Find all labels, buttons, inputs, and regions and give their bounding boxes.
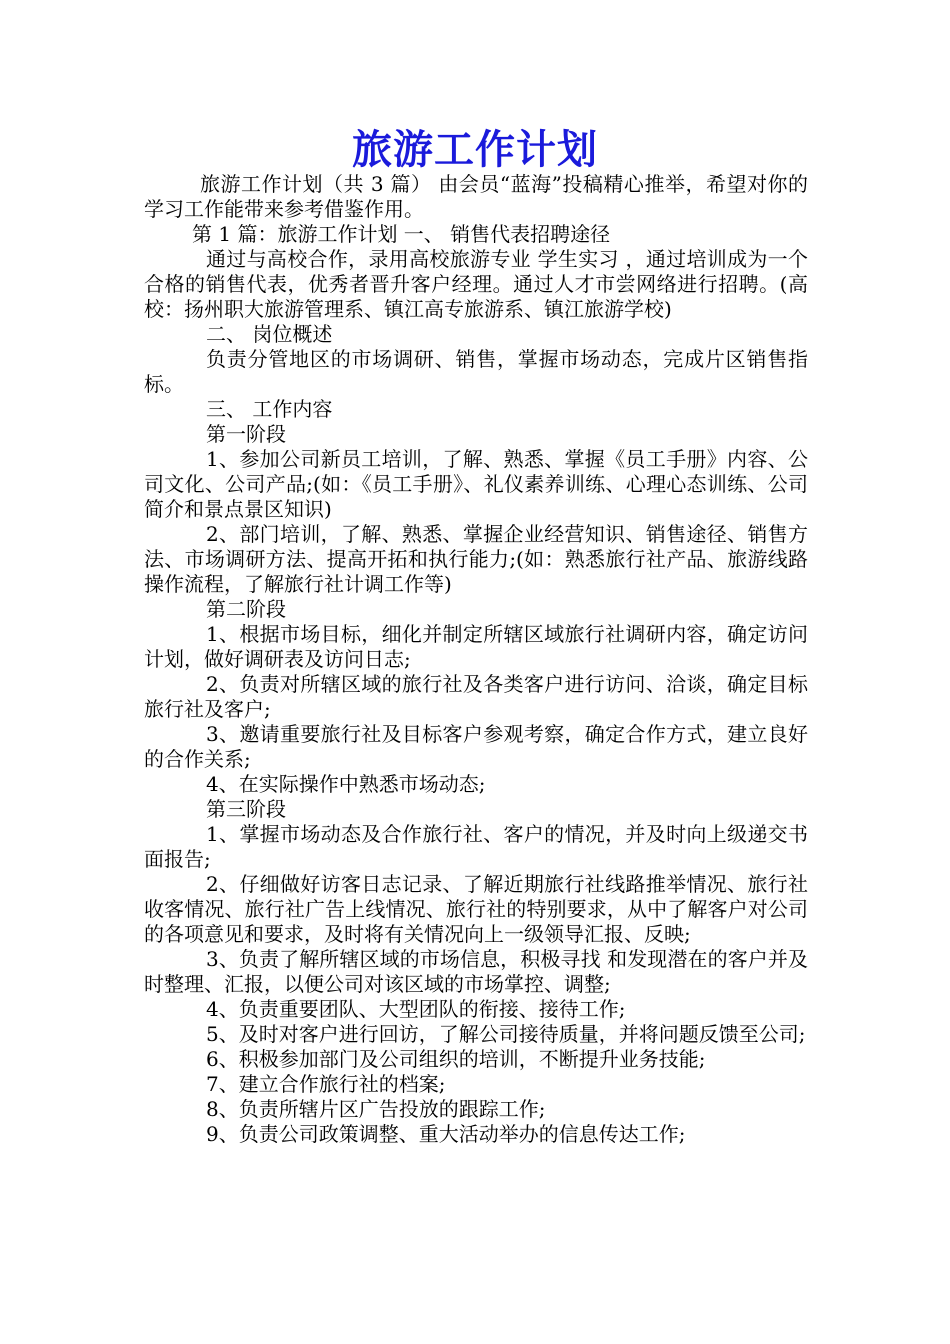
document-title: 旅游工作计划 — [352, 126, 598, 173]
list-item: 1、参加公司新员工培训，了解、熟悉、掌握《员工手册》内容、公司文化、公司产品;(如：《员工手册》、礼仪素养训练、心理心态训练、公司简介和景点景区知识) — [144, 447, 808, 521]
paragraph: 负责分管地区的市场调研、销售，掌握市场动态，完成片区销售指标。 — [144, 347, 808, 396]
list-item: 1、根据市场目标，细化并制定所辖区域旅行社调研内容，确定访问计划，做好调研表及访问日志; — [144, 622, 808, 671]
list-item: 7、建立合作旅行社的档案; — [206, 1072, 446, 1096]
stage-heading: 第三阶段 — [206, 797, 286, 821]
list-item: 8、负责所辖片区广告投放的跟踪工作; — [206, 1097, 546, 1121]
list-item: 3、负责了解所辖区域的市场信息，积极寻找 和发现潜在的客户并及时整理、汇报，以便公司对该区域的市场掌控、调整; — [144, 947, 808, 996]
list-item: 2、负责对所辖区域的旅行社及各类客户进行访问、洽谈，确定目标旅行社及客户; — [144, 672, 808, 721]
intro-paragraph: 旅游工作计划（共 3 篇） 由会员“蓝海”投稿精心推举，希望对你的学习工作能带来参考借鉴作用。 — [144, 172, 808, 221]
list-item: 2、部门培训，了解、熟悉、掌握企业经营知识、销售途径、销售方法、市场调研方法、提高开拓和执行能力;(如：熟悉旅行社产品、旅游线路操作流程，了解旅行社计调工作等) — [144, 522, 808, 596]
stage-heading: 第一阶段 — [206, 422, 286, 446]
list-item: 3、邀请重要旅行社及目标客户参观考察，确定合作方式，建立良好的合作关系; — [144, 722, 808, 771]
paragraph: 通过与高校合作，录用高校旅游专业 学生实习 ，通过培训成为一个合格的销售代表，优秀者晋升客户经理。通过人才市尝网络进行招聘。(高校：扬州职大旅游管理系、镇江高专旅游系、镇江旅游学校) — [144, 247, 808, 321]
section-heading: 第 1 篇：旅游工作计划 一、 销售代表招聘途径 — [192, 222, 611, 246]
list-item: 4、在实际操作中熟悉市场动态; — [206, 772, 486, 796]
list-item: 2、仔细做好访客日志记录、了解近期旅行社线路推举情况、旅行社收客情况、旅行社广告上线情况、旅行社的特别要求，从中了解客户对公司的各项意见和要求，及时将有关情况向上一级领导汇报、反映; — [144, 872, 808, 946]
list-item: 6、积极参加部门及公司组织的培训，不断提升业务技能; — [206, 1047, 706, 1071]
section-heading: 三、 工作内容 — [206, 397, 333, 421]
list-item: 5、及时对客户进行回访，了解公司接待质量，并将问题反馈至公司; — [206, 1022, 806, 1046]
section-heading: 二、 岗位概述 — [206, 322, 333, 346]
document-body — [144, 172, 808, 1147]
list-item: 4、负责重要团队、大型团队的衔接、接待工作; — [206, 997, 626, 1021]
list-item: 9、负责公司政策调整、重大活动举办的信息传达工作; — [206, 1122, 686, 1146]
stage-heading: 第二阶段 — [206, 597, 286, 621]
list-item: 1、掌握市场动态及合作旅行社、客户的情况，并及时向上级递交书面报告; — [144, 822, 808, 871]
